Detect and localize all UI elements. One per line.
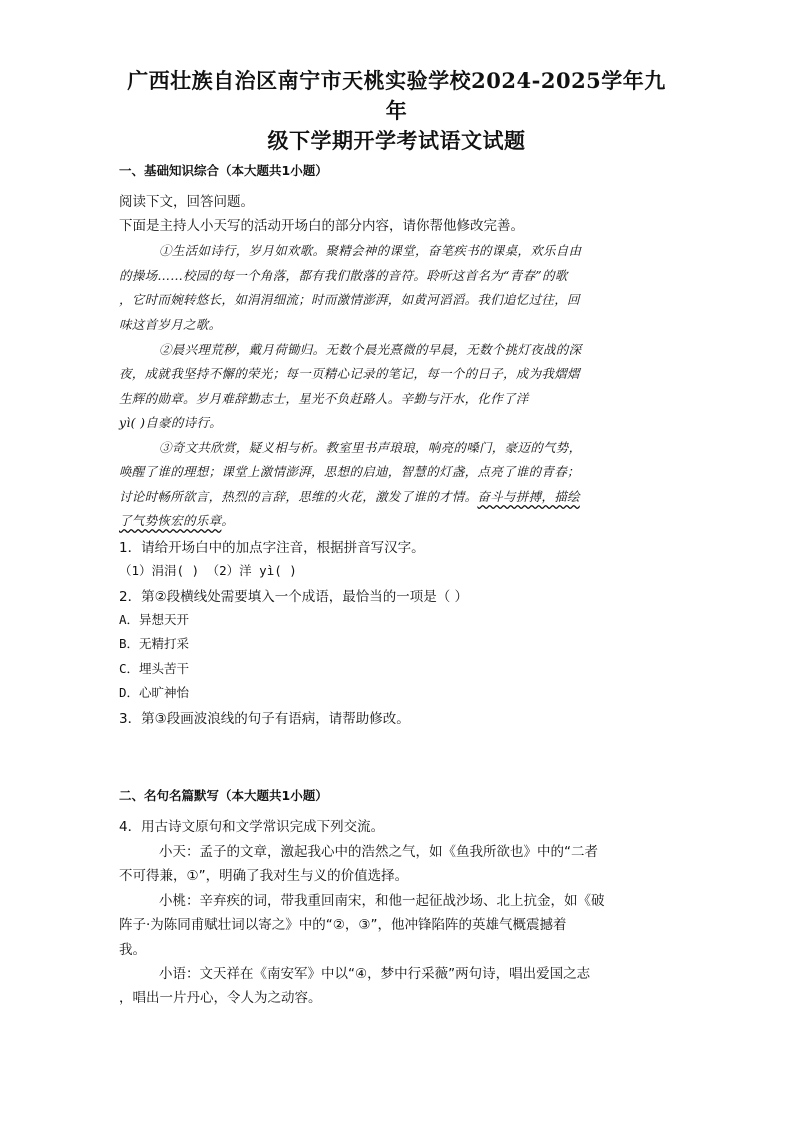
dialog-line-6: 小语：文天祥在《南安军》中以“④，梦中行采薇”两句诗，唱出爱国之志	[159, 966, 591, 982]
p3-line-2: 唤醒了谁的理想；课堂上激情澎湃，思想的启迪，智慧的灯盏，点亮了谁的青春；	[119, 464, 580, 479]
title-line-2: 级下学期开学考试语文试题	[267, 128, 526, 153]
dialog-line-4: 阵子·为陈同甫赋壮词以寄之》中的“②，③”，他冲锋陷阵的英雄气概震撼着	[119, 917, 567, 933]
question-4: 4．用古诗文原句和文学常识完成下列交流。	[119, 819, 385, 835]
p3-end: 。	[221, 513, 235, 528]
question-1-items: （1）涓涓( ) （2）洋 yì( )	[119, 563, 297, 578]
dialog-line-1: 小天：孟子的文章，激起我心中的浩然之气，如《鱼我所欲也》中的“二者	[159, 844, 598, 860]
page-title	[120, 66, 673, 156]
p2-line-1: ②晨兴理荒秽，戴月荷锄归。无数个晨光熹微的早晨，无数个挑灯夜战的深	[159, 342, 582, 357]
title-line-1: 广西壮族自治区南宁市天桃实验学校2024-2025学年九年	[127, 68, 666, 123]
question-3: 3．第③段画波浪线的句子有语病，请帮助修改。	[119, 711, 410, 727]
dialog-line-7: ，唱出一片丹心，令人为之动容。	[119, 990, 322, 1006]
p1-line-2: 的操场……校园的每一个角落，都有我们散落的音符。聆听这首名为“青春”的歌	[119, 268, 568, 283]
p3-line-3-text: 讨论时畅所欲言，热烈的言辞，思维的火花，激发了谁的才情。	[119, 489, 478, 504]
p3-line-3	[119, 487, 580, 505]
option-d: D．心旷神怡	[119, 685, 190, 700]
option-a: A．异想天开	[119, 612, 190, 627]
option-c: C．埋头苦干	[119, 661, 190, 676]
dialog-line-3: 小桃：辛弃疾的词，带我重回南宋，和他一起征战沙场、北上抗金，如《破	[159, 893, 605, 909]
p2-line-4: yì( )自豪的诗行。	[119, 415, 223, 430]
p3-line-4	[119, 511, 234, 529]
wavy-sentence-part-1: 奋斗与拼搏，描绘	[477, 489, 580, 504]
intro-line-2: 下面是主持人小天写的活动开场白的部分内容，请你帮他修改完善。	[119, 218, 524, 234]
section-2-heading: 二、名句名篇默写（本大题共1小题）	[119, 788, 328, 803]
p2-line-3: 生辉的勋章。岁月难辞勤志士，星光不负赶路人。辛勤与汗水，化作了洋	[119, 391, 529, 406]
dialog-line-5: 我。	[119, 942, 146, 958]
question-2: 2．第②段横线处需要填入一个成语，最恰当的一项是（ ）	[119, 589, 468, 605]
dialog-line-2: 不可得兼，①”，明确了我对生与义的价值选择。	[119, 868, 409, 884]
section-1-heading: 一、基础知识综合（本大题共1小题）	[119, 163, 328, 178]
p1-line-3: ，它时而婉转悠长，如涓涓细流；时而激情澎湃，如黄河滔滔。我们追忆过往，回	[119, 292, 580, 307]
p1-line-4: 味这首岁月之歌。	[119, 317, 222, 332]
p3-line-1: ③奇文共欣赏，疑义相与析。教室里书声琅琅，响亮的嗓门，豪迈的气势，	[159, 440, 582, 455]
intro-line-1: 阅读下文，回答问题。	[119, 194, 254, 210]
wavy-sentence-part-2: 了气势恢宏的乐章	[119, 513, 222, 528]
option-b: B．无精打采	[119, 636, 190, 651]
p1-line-1: ①生活如诗行，岁月如欢歌。聚精会神的课堂，奋笔疾书的课桌，欢乐自由	[159, 243, 582, 258]
question-1: 1．请给开场白中的加点字注音，根据拼音写汉字。	[119, 540, 425, 556]
p2-line-2: 夜，成就我坚持不懈的荣光；每一页精心记录的笔记，每一个的日子，成为我熠熠	[119, 366, 580, 381]
